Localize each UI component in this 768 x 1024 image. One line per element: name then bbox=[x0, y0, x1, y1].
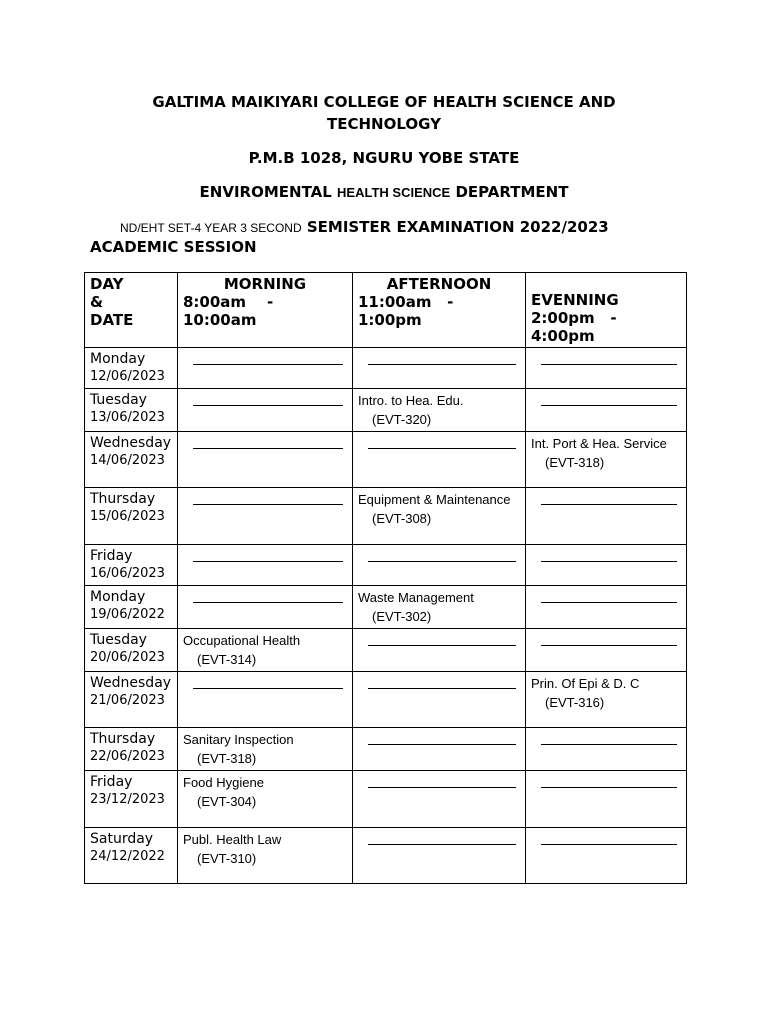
header-morning-label: MORNING bbox=[223, 275, 307, 293]
header-afternoon-start: 11:00am - bbox=[358, 293, 454, 311]
date-label: 16/06/2023 bbox=[90, 566, 165, 581]
header-day-label: DAY bbox=[90, 275, 124, 293]
day-label: Monday bbox=[90, 351, 146, 367]
day-date-cell bbox=[85, 488, 178, 545]
morning-cell bbox=[178, 432, 353, 488]
day-date-cell bbox=[85, 586, 178, 629]
header-afternoon-label: AFTERNOON bbox=[386, 275, 492, 293]
date-label: 22/06/2023 bbox=[90, 749, 165, 764]
course-name: Food Hygiene bbox=[183, 775, 264, 790]
afternoon-cell bbox=[353, 389, 526, 432]
table-row bbox=[85, 828, 687, 884]
blank-line bbox=[193, 588, 343, 603]
course-code: (EVT-318) bbox=[545, 455, 605, 470]
date-label: 19/06/2022 bbox=[90, 607, 165, 622]
table-row bbox=[85, 728, 687, 771]
day-date-cell bbox=[85, 348, 178, 389]
course-code: (EVT-304) bbox=[197, 794, 257, 809]
afternoon-cell bbox=[353, 728, 526, 771]
day-date-cell bbox=[85, 828, 178, 884]
date-label: 23/12/2023 bbox=[90, 792, 165, 807]
date-label: 15/06/2023 bbox=[90, 509, 165, 524]
blank-line bbox=[193, 490, 343, 505]
morning-cell bbox=[178, 828, 353, 884]
morning-cell bbox=[178, 545, 353, 586]
table-row bbox=[85, 488, 687, 545]
day-date-cell bbox=[85, 728, 178, 771]
date-label: 14/06/2023 bbox=[90, 453, 165, 468]
morning-cell bbox=[178, 629, 353, 672]
blank-line bbox=[541, 631, 677, 646]
day-label: Friday bbox=[90, 548, 133, 564]
course-code: (EVT-318) bbox=[197, 751, 257, 766]
evening-cell bbox=[526, 586, 687, 629]
header-evening-label: EVENNING bbox=[531, 291, 619, 309]
date-label: 12/06/2023 bbox=[90, 369, 165, 384]
header-afternoon-end: 1:00pm bbox=[358, 311, 422, 329]
morning-cell bbox=[178, 488, 353, 545]
evening-cell bbox=[526, 828, 687, 884]
morning-cell bbox=[178, 389, 353, 432]
blank-line bbox=[193, 674, 343, 689]
day-date-cell bbox=[85, 389, 178, 432]
blank-line bbox=[541, 773, 677, 788]
college-name: GALTIMA MAIKIYARI COLLEGE OF HEALTH SCIENCE AND TECHNOLOGY bbox=[152, 93, 616, 133]
course-code: (EVT-302) bbox=[372, 609, 432, 624]
day-date-cell bbox=[85, 545, 178, 586]
course-name: Int. Port & Hea. Service bbox=[531, 436, 667, 451]
table-row bbox=[85, 389, 687, 432]
blank-line bbox=[368, 830, 516, 845]
day-date-cell bbox=[85, 771, 178, 828]
blank-line bbox=[368, 730, 516, 745]
course-code: (EVT-314) bbox=[197, 652, 257, 667]
evening-cell bbox=[526, 348, 687, 389]
day-date-cell bbox=[85, 629, 178, 672]
blank-line bbox=[541, 830, 677, 845]
afternoon-cell bbox=[353, 432, 526, 488]
date-label: 20/06/2023 bbox=[90, 650, 165, 665]
day-label: Wednesday bbox=[90, 435, 172, 451]
course-code: (EVT-310) bbox=[197, 851, 257, 866]
evening-cell bbox=[526, 629, 687, 672]
evening-cell bbox=[526, 389, 687, 432]
exam-title-part-1: ND/EHT SET-4 YEAR 3 SECOND bbox=[120, 221, 302, 235]
morning-cell bbox=[178, 728, 353, 771]
blank-line bbox=[193, 350, 343, 365]
course-name: Intro. to Hea. Edu. bbox=[358, 393, 464, 408]
header-evening bbox=[526, 273, 687, 348]
afternoon-cell bbox=[353, 771, 526, 828]
day-date-cell bbox=[85, 432, 178, 488]
day-label: Tuesday bbox=[90, 632, 147, 648]
day-label: Tuesday bbox=[90, 392, 147, 408]
blank-line bbox=[541, 490, 677, 505]
header-evening-start: 2:00pm - bbox=[531, 309, 617, 327]
table-row bbox=[85, 545, 687, 586]
day-label: Saturday bbox=[90, 831, 154, 847]
blank-line bbox=[541, 730, 677, 745]
afternoon-cell bbox=[353, 488, 526, 545]
course-name: Prin. Of Epi & D. C bbox=[531, 676, 640, 691]
evening-cell bbox=[526, 432, 687, 488]
course-name: Waste Management bbox=[358, 590, 474, 605]
blank-line bbox=[368, 350, 516, 365]
afternoon-cell bbox=[353, 348, 526, 389]
header-morning-end: 10:00am bbox=[183, 311, 257, 329]
college-address: P.M.B 1028, NGURU YOBE STATE bbox=[248, 149, 520, 167]
blank-line bbox=[193, 547, 343, 562]
afternoon-cell bbox=[353, 828, 526, 884]
header-amp-label: & bbox=[90, 293, 104, 311]
date-label: 24/12/2022 bbox=[90, 849, 165, 864]
table-row bbox=[85, 432, 687, 488]
header-morning bbox=[178, 273, 353, 348]
blank-line bbox=[541, 391, 677, 406]
blank-line bbox=[541, 350, 677, 365]
date-label: 13/06/2023 bbox=[90, 410, 165, 425]
evening-cell bbox=[526, 728, 687, 771]
table-header-row bbox=[85, 273, 687, 348]
morning-cell bbox=[178, 771, 353, 828]
morning-cell bbox=[178, 586, 353, 629]
department-part-2: HEALTH SCIENCE bbox=[337, 185, 451, 200]
day-label: Friday bbox=[90, 774, 133, 790]
course-code: (EVT-316) bbox=[545, 695, 605, 710]
course-code: (EVT-320) bbox=[372, 412, 432, 427]
day-label: Thursday bbox=[90, 491, 156, 507]
blank-line bbox=[368, 434, 516, 449]
header-day-date bbox=[85, 273, 178, 348]
table-row bbox=[85, 348, 687, 389]
blank-line bbox=[541, 547, 677, 562]
course-name: Publ. Health Law bbox=[183, 832, 282, 847]
afternoon-cell bbox=[353, 629, 526, 672]
morning-cell bbox=[178, 672, 353, 728]
header-morning-start: 8:00am - bbox=[183, 293, 274, 311]
day-date-cell bbox=[85, 672, 178, 728]
academic-session: ACADEMIC SESSION bbox=[90, 238, 257, 256]
blank-line bbox=[368, 773, 516, 788]
department-part-1: ENVIROMENTAL bbox=[199, 183, 332, 201]
course-name: Sanitary Inspection bbox=[183, 732, 294, 747]
day-label: Thursday bbox=[90, 731, 156, 747]
course-name: Occupational Health bbox=[183, 633, 301, 648]
blank-line bbox=[541, 588, 677, 603]
exam-timetable bbox=[84, 272, 687, 884]
afternoon-cell bbox=[353, 672, 526, 728]
blank-line bbox=[368, 674, 516, 689]
table-row bbox=[85, 586, 687, 629]
evening-cell bbox=[526, 771, 687, 828]
blank-line bbox=[368, 547, 516, 562]
afternoon-cell bbox=[353, 545, 526, 586]
day-label: Wednesday bbox=[90, 675, 172, 691]
header-afternoon bbox=[353, 273, 526, 348]
table-row bbox=[85, 672, 687, 728]
exam-title-part-2: SEMISTER EXAMINATION 2022/2023 bbox=[306, 218, 609, 236]
evening-cell bbox=[526, 488, 687, 545]
blank-line bbox=[193, 391, 343, 406]
afternoon-cell bbox=[353, 586, 526, 629]
evening-cell bbox=[526, 672, 687, 728]
department-title bbox=[0, 181, 768, 204]
day-label: Monday bbox=[90, 589, 146, 605]
course-name: Equipment & Maintenance bbox=[358, 492, 511, 507]
evening-cell bbox=[526, 545, 687, 586]
blank-line bbox=[368, 631, 516, 646]
blank-line bbox=[193, 434, 343, 449]
header-date-label: DATE bbox=[90, 311, 134, 329]
date-label: 21/06/2023 bbox=[90, 693, 165, 708]
department-part-3: DEPARTMENT bbox=[455, 183, 569, 201]
header-evening-end: 4:00pm bbox=[531, 327, 595, 345]
course-code: (EVT-308) bbox=[372, 511, 432, 526]
morning-cell bbox=[178, 348, 353, 389]
table-row bbox=[85, 771, 687, 828]
table-row bbox=[85, 629, 687, 672]
